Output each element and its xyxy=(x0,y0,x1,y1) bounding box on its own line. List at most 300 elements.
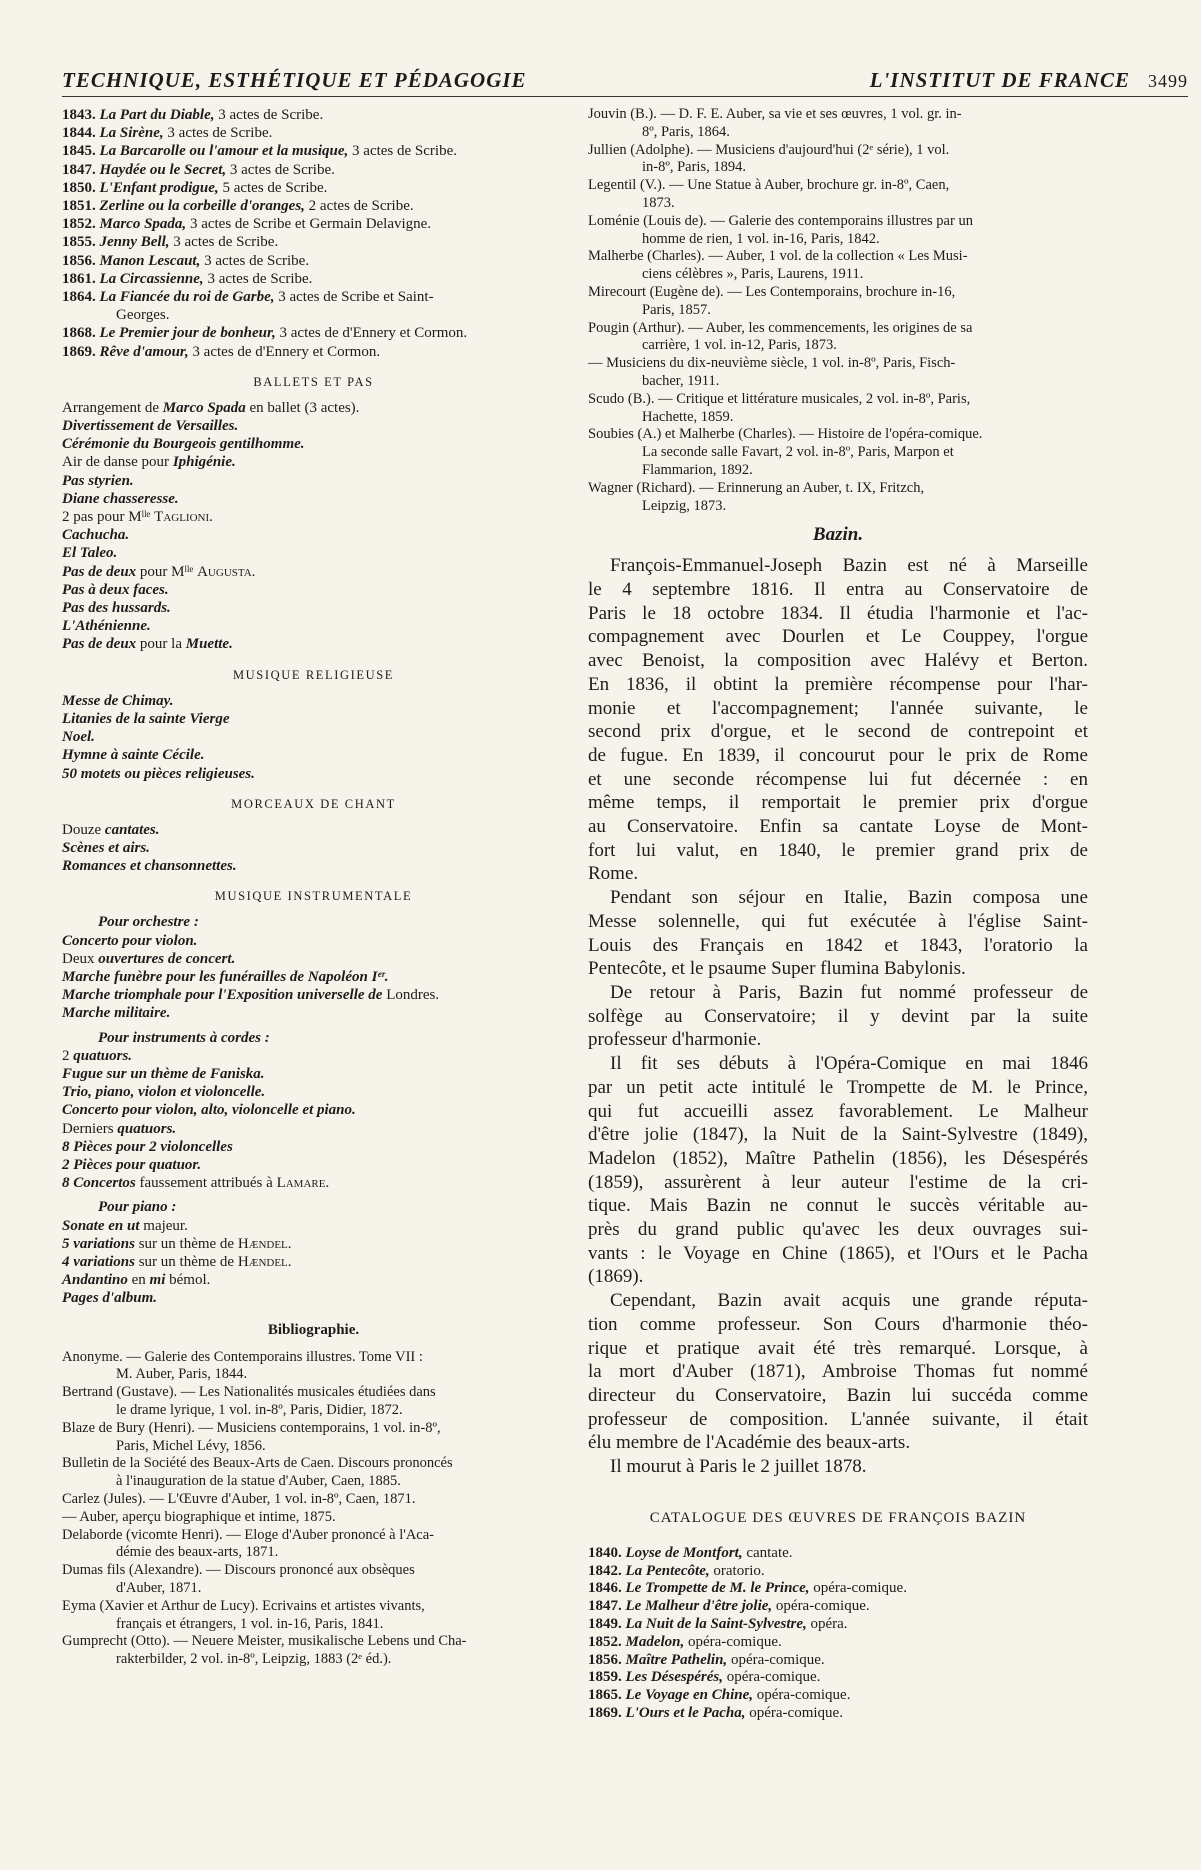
left-column xyxy=(62,106,565,1669)
item-title: Fugue sur un thème de xyxy=(62,1065,207,1082)
item-suffix: Londres. xyxy=(382,987,440,1004)
opera-year: 1843. xyxy=(62,107,100,123)
bib-first-line: Delaborde (vicomte Henri). — Eloge d'Auber prononcé à l'Aca- xyxy=(62,1526,435,1543)
catalogue-genre: opéra-comique. xyxy=(745,1704,843,1721)
item-title: L'Athénienne. xyxy=(62,618,151,635)
item-name: Augusta. xyxy=(197,563,256,580)
biography-line: compagnement avec Dourlen et Le Couppey, l'orgue xyxy=(588,626,1088,648)
item-title: El Taleo. xyxy=(62,545,118,562)
orchestra-item xyxy=(62,1004,565,1022)
bibliography-entry xyxy=(588,248,1088,284)
section-heading-chant: MORCEAUX DE CHANT xyxy=(231,796,396,811)
catalogue-title: Le Malheur d'être jolie, xyxy=(625,1598,773,1615)
biography-line: professeur d'harmonie. xyxy=(588,1029,762,1051)
item-title-2: Faniska. xyxy=(209,1065,265,1082)
strings-item xyxy=(62,1120,565,1138)
bibliography-entry xyxy=(588,213,1088,249)
opera-details: Georges. xyxy=(116,307,170,324)
bibliography-entry xyxy=(588,320,1088,356)
bib-continuation: in-8º, Paris, 1894. xyxy=(642,159,746,176)
biography-line: même temps, il remportait le premier prix d'orgue xyxy=(588,792,1088,814)
item-title: Pas des hussards. xyxy=(62,600,171,617)
item-title: 50 motets ou pièces religieuses. xyxy=(62,765,255,782)
opera-entry xyxy=(62,179,565,197)
biography-line: En 1836, il obtint la première récompense pour l'har- xyxy=(588,673,1088,695)
catalogue-entry xyxy=(588,1563,1088,1581)
catalogue-entry xyxy=(588,1652,1088,1670)
piano-item xyxy=(62,1217,565,1235)
item-title: Cachucha. xyxy=(62,527,130,544)
ballet-item xyxy=(62,617,565,635)
catalogue-entry xyxy=(588,1687,1088,1705)
catalogue-title: Madelon, xyxy=(625,1633,685,1650)
bib-first-line: Jullien (Adolphe). — Musiciens d'aujourd'hui (2ᵉ série), 1 vol. xyxy=(588,141,950,158)
item-prefix: Derniers xyxy=(62,1120,118,1137)
opera-details: 2 actes de Scribe. xyxy=(304,198,414,215)
running-header xyxy=(62,66,1188,97)
item-title: Pas de deux xyxy=(62,636,137,653)
opera-entry xyxy=(62,233,565,251)
opera-year: 1844. xyxy=(62,125,100,142)
catalogue-title: La Nuit de la Saint-Sylvestre, xyxy=(625,1615,807,1632)
catalogue-genre: opéra-comique. xyxy=(753,1687,851,1704)
strings-item xyxy=(62,1174,565,1192)
opera-entry xyxy=(62,215,565,233)
catalogue-year: 1852. xyxy=(588,1633,626,1650)
opera-title: Manon Lescaut, xyxy=(99,252,201,269)
bib-continuation: M. Auber, Paris, 1844. xyxy=(116,1366,248,1383)
bib-continuation: français et étrangers, 1 vol. in-16, Paris, 1841. xyxy=(116,1615,384,1632)
opera-entry xyxy=(62,197,565,215)
biography-line: la mort d'Auber (1871), Ambroise Thomas fut nommé xyxy=(588,1361,1088,1383)
ballet-item xyxy=(62,563,565,581)
item-title: Cérémonie du Bourgeois gentilhomme. xyxy=(62,436,305,453)
biography-line: François-Emmanuel-Joseph Bazin est né à Marseille xyxy=(610,555,1088,577)
bib-first-line: Eyma (Xavier et Arthur de Lucy). Ecrivains et artistes vivants, xyxy=(62,1597,425,1614)
bib-continuation: Paris, 1857. xyxy=(642,301,711,318)
catalogue-title: La Pentecôte, xyxy=(625,1562,710,1579)
item-suffix: sur un thème de xyxy=(134,1253,238,1270)
catalogue-entry xyxy=(588,1705,1088,1723)
strings-item xyxy=(62,1065,565,1083)
opera-title: La Sirène, xyxy=(99,125,164,142)
item-title: Divertissement de Versailles. xyxy=(62,418,239,435)
opera-year: 1855. xyxy=(62,234,100,251)
catalogue-title: Le Trompette de M. le Prince, xyxy=(625,1580,810,1597)
item-title: Diane chasseresse. xyxy=(62,490,179,507)
opera-entry xyxy=(62,161,565,179)
piano-item xyxy=(62,1235,565,1253)
item-suffix: pour la xyxy=(136,636,186,653)
opera-year: 1852. xyxy=(62,216,100,233)
biography-line: Il mourut à Paris le 2 juillet 1878. xyxy=(610,1456,867,1478)
opera-entry xyxy=(62,324,565,342)
item-title: Messe de Chimay. xyxy=(62,692,174,709)
opera-details: 3 actes de Scribe. xyxy=(214,107,324,123)
bibliography-heading: Bibliographie. xyxy=(267,1321,360,1338)
ballet-item xyxy=(62,417,565,435)
item-name: Lamare. xyxy=(276,1175,330,1192)
item-title: Pas styrien. xyxy=(62,472,134,489)
bib-first-line: Mirecourt (Eugène de). — Les Contemporains, brochure in-16, xyxy=(588,283,956,300)
opera-details: 3 actes de Scribe. xyxy=(163,125,273,142)
opera-entry xyxy=(62,306,565,324)
biography-line: au Conservatoire. Enfin sa cantate Loyse de Mont- xyxy=(588,816,1088,838)
item-title: Marche triomphale pour l'Exposition universelle de xyxy=(62,987,383,1004)
bib-first-line: — Musiciens du dix-neuvième siècle, 1 vol. in-8º, Paris, Fisch- xyxy=(588,355,956,372)
catalogue-entry xyxy=(588,1616,1088,1634)
biography-line: second prix d'orgue, et le second de contrepoint et xyxy=(588,721,1088,743)
bib-first-line: Bulletin de la Société des Beaux-Arts de Caen. Discours prononcés xyxy=(62,1455,453,1472)
biography-line: près du grand public qu'avec les deux ouvrages sui- xyxy=(588,1219,1088,1241)
bib-first-line: Legentil (V.). — Une Statue à Auber, brochure gr. in-8º, Caen, xyxy=(588,177,950,194)
opera-year: 1868. xyxy=(62,325,100,342)
ballet-item xyxy=(62,581,565,599)
catalogue-genre: opéra-comique. xyxy=(722,1669,821,1686)
song-item xyxy=(62,821,565,839)
bibliography-entry xyxy=(62,1527,565,1563)
biography-line: professeur de composition. L'année suivante, il était xyxy=(588,1408,1088,1430)
item-name: Taglioni. xyxy=(154,509,213,526)
item-title-2: mi xyxy=(149,1272,166,1289)
catalogue-genre: opéra-comique. xyxy=(772,1598,870,1615)
catalogue-entry xyxy=(588,1580,1088,1598)
biography-line: tion comme professeur. Son Cours d'harmonie théo- xyxy=(588,1313,1088,1335)
biography-line: Madelon (1852), Maître Pathelin (1856), les Désespérés xyxy=(588,1147,1088,1169)
item-suffix: en ballet (3 actes). xyxy=(245,399,360,416)
bib-continuation: Flammarion, 1892. xyxy=(642,461,753,478)
religious-item xyxy=(62,728,565,746)
bib-first-line: Gumprecht (Otto). — Neuere Meister, musikalische Lebens und Cha- xyxy=(62,1633,467,1650)
bib-first-line: Malherbe (Charles). — Auber, 1 vol. de la collection « Les Musi- xyxy=(588,248,968,265)
item-title: Marche funèbre pour les funérailles de Napoléon Iᵉʳ. xyxy=(62,968,389,985)
biography-line: monie et l'accompagnement; l'année suivante, le xyxy=(588,697,1088,719)
catalogue-genre: opéra. xyxy=(806,1615,848,1632)
section-heading-ballets: BALLETS ET PAS xyxy=(253,374,374,389)
ballet-item xyxy=(62,508,565,526)
item-title: Concerto pour violon, alto, violoncelle et piano. xyxy=(62,1102,356,1119)
item-prefix: 2 xyxy=(62,1047,74,1064)
bib-continuation: carrière, 1 vol. in-12, Paris, 1873. xyxy=(642,337,837,354)
religious-item xyxy=(62,765,565,783)
biography-line: de fugue. En 1839, il concourut pour le prix de Rome xyxy=(588,744,1088,766)
opera-details: 3 actes de d'Ennery et Cormon. xyxy=(188,343,381,360)
bib-first-line: Scudo (B.). — Critique et littérature musicales, 2 vol. in-8º, Paris, xyxy=(588,390,971,407)
religious-item xyxy=(62,710,565,728)
bib-continuation: démie des beaux-arts, 1871. xyxy=(116,1544,279,1561)
bibliography-entry xyxy=(62,1455,565,1491)
bib-continuation: bacher, 1911. xyxy=(642,372,720,389)
header-right-title xyxy=(870,68,1188,93)
item-name: Hændel. xyxy=(237,1253,292,1270)
opera-title: Rêve d'amour, xyxy=(99,343,189,360)
orchestra-item xyxy=(62,950,565,968)
bibliography-entry xyxy=(62,1491,565,1509)
catalogue-genre: opéra-comique. xyxy=(684,1633,782,1650)
bib-first-line: Loménie (Louis de). — Galerie des contemporains illustres par un xyxy=(588,212,973,229)
opera-title: Jenny Bell, xyxy=(99,234,170,251)
catalogue-year: 1846. xyxy=(588,1580,626,1597)
item-title: Hymne à sainte Cécile. xyxy=(62,747,205,764)
opera-details: 3 actes de Scribe. xyxy=(226,161,335,178)
bib-first-line: Jouvin (B.). — D. F. E. Auber, sa vie et ses œuvres, 1 vol. gr. in- xyxy=(588,106,962,122)
opera-details: 3 actes de Scribe et Saint- xyxy=(274,289,434,306)
song-item xyxy=(62,839,565,857)
piano-item xyxy=(62,1271,565,1289)
bibliography-entry xyxy=(62,1562,565,1598)
subheading-piano: Pour piano : xyxy=(98,1199,177,1216)
item-suffix: en xyxy=(127,1272,150,1289)
opera-title: La Part du Diable, xyxy=(99,107,215,123)
orchestra-item xyxy=(62,968,565,986)
item-title: Sonate en ut xyxy=(62,1217,140,1234)
bibliography-entry xyxy=(588,480,1088,516)
bibliography-entry xyxy=(588,426,1088,479)
opera-title: Marco Spada, xyxy=(99,216,187,233)
bibliography-entry xyxy=(588,284,1088,320)
opera-year: 1851. xyxy=(62,198,100,215)
item-name: Hændel. xyxy=(237,1235,292,1252)
item-title: cantates. xyxy=(104,821,160,838)
opera-details: 3 actes de Scribe. xyxy=(348,143,457,160)
bib-continuation: ciens célèbres », Paris, Laurens, 1911. xyxy=(642,266,864,283)
item-prefix: Air de danse pour xyxy=(62,454,173,471)
catalogue-entry xyxy=(588,1545,1088,1563)
opera-title: Le Premier jour de bonheur, xyxy=(99,325,276,342)
subheading-cordes: Pour instruments à cordes : xyxy=(98,1029,270,1046)
biography-line: tique. Mais Bazin ne connut le succès véritable au- xyxy=(588,1195,1088,1217)
item-title: 5 variations xyxy=(62,1235,135,1252)
right-column xyxy=(588,106,1088,1723)
piano-item xyxy=(62,1253,565,1271)
catalogue-year: 1842. xyxy=(588,1562,626,1579)
catalogue-year: 1847. xyxy=(588,1598,626,1615)
ballet-item xyxy=(62,526,565,544)
item-title: ouvertures de concert. xyxy=(98,950,236,967)
biography-line: d'être jolie (1847), la Nuit de la Saint-Sylvestre (1849), xyxy=(588,1124,1088,1146)
bibliography-entry xyxy=(62,1598,565,1634)
bibliography-entry xyxy=(588,355,1088,391)
biography-line: le 4 septembre 1816. Il entra au Conservatoire de xyxy=(588,579,1088,601)
section-heading-instrumentale: MUSIQUE INSTRUMENTALE xyxy=(214,889,413,904)
opera-entry xyxy=(62,343,565,361)
bib-first-line: Bertrand (Gustave). — Les Nationalités musicales étudiées dans xyxy=(62,1384,436,1401)
ballet-item xyxy=(62,599,565,617)
opera-entry xyxy=(62,252,565,270)
bib-continuation: Hachette, 1859. xyxy=(642,408,734,425)
bibliography-entry xyxy=(588,142,1088,178)
bib-continuation: le drame lyrique, 1 vol. in-8º, Paris, Didier, 1872. xyxy=(116,1401,403,1418)
catalogue-year: 1869. xyxy=(588,1704,626,1721)
biography-line: De retour à Paris, Bazin fut nommé professeur de xyxy=(610,981,1088,1003)
opera-title: Zerline ou la corbeille d'oranges, xyxy=(99,198,305,215)
bib-first-line: Soubies (A.) et Malherbe (Charles). — Histoire de l'opéra-comique. xyxy=(588,426,983,443)
section-heading-religieuse: MUSIQUE RELIGIEUSE xyxy=(232,667,395,682)
item-prefix: Arrangement de xyxy=(62,399,163,416)
biography-line: Messe solennelle, qui fut exécutée à l'église Saint- xyxy=(588,910,1088,932)
opera-year: 1869. xyxy=(62,343,100,360)
bib-continuation: homme de rien, 1 vol. in-16, Paris, 1842. xyxy=(642,230,880,247)
item-suffix: majeur. xyxy=(139,1217,188,1234)
item-title: Noel. xyxy=(62,729,95,746)
biography-line: qui fut accueilli assez favorablement. Le Malheur xyxy=(588,1100,1088,1122)
biography-line: Pendant son séjour en Italie, Bazin composa une xyxy=(610,887,1088,909)
strings-item xyxy=(62,1047,565,1065)
catalogue-year: 1840. xyxy=(588,1544,626,1561)
subheading-orchestre: Pour orchestre : xyxy=(98,914,199,931)
ballet-item xyxy=(62,435,565,453)
bib-continuation: La seconde salle Favart, 2 vol. in-8º, Paris, Marpon et xyxy=(642,444,954,461)
biography-line: Pentecôte, et le psaume Super flumina Babylonis. xyxy=(588,958,966,980)
item-title-2: Muette. xyxy=(185,636,233,653)
opera-year: 1861. xyxy=(62,270,100,287)
item-title: 2 Pièces pour quatuor. xyxy=(62,1156,202,1173)
opera-title: L'Enfant prodigue, xyxy=(99,179,219,196)
opera-details: 3 actes de Scribe. xyxy=(203,270,313,287)
bib-continuation: rakterbilder, 2 vol. in-8º, Leipzig, 1883 (2ᵉ éd.). xyxy=(116,1651,392,1668)
bibliography-entry xyxy=(62,1349,565,1385)
item-title: Andantino xyxy=(62,1272,128,1289)
bazin-heading: Bazin. xyxy=(812,524,864,546)
biography-line: par un petit acte intitulé le Trompette de M. le Prince, xyxy=(588,1076,1088,1098)
catalogue-title: Loyse de Montfort, xyxy=(625,1544,743,1561)
biography-line: élu membre de l'Académie des beaux-arts. xyxy=(588,1432,911,1454)
bib-first-line: Carlez (Jules). — L'Œuvre d'Auber, 1 vol. in-8º, Caen, 1871. xyxy=(62,1490,416,1507)
catalogue-genre: oratorio. xyxy=(709,1562,765,1579)
opera-details: 3 actes de Scribe. xyxy=(169,234,279,251)
opera-title: La Fiancée du roi de Garbe, xyxy=(99,289,275,306)
item-title: quatuors. xyxy=(117,1120,177,1137)
catalogue-title: Le Voyage en Chine, xyxy=(625,1687,753,1704)
opera-entry xyxy=(62,124,565,142)
biography-line: solfège au Conservatoire; il y devint par la suite xyxy=(588,1005,1088,1027)
biography-line: Louis des Français en 1842 et 1843, l'oratorio la xyxy=(588,934,1088,956)
bib-continuation: 1873. xyxy=(642,194,675,211)
item-prefix: Douze xyxy=(62,821,105,838)
opera-year: 1847. xyxy=(62,161,100,178)
bibliography-entry xyxy=(62,1633,565,1669)
page-number: 3499 xyxy=(1148,71,1188,91)
catalogue-genre: cantate. xyxy=(742,1544,793,1561)
opera-details: 5 actes de Scribe. xyxy=(218,179,328,196)
bib-continuation: d'Auber, 1871. xyxy=(116,1579,202,1596)
catalogue-year: 1859. xyxy=(588,1669,626,1686)
catalogue-title: Les Désespérés, xyxy=(625,1669,723,1686)
song-item xyxy=(62,857,565,875)
catalogue-genre: opéra-comique. xyxy=(809,1580,907,1597)
item-title: 8 Pièces pour 2 violoncelles xyxy=(62,1138,233,1155)
opera-title: La Circassienne, xyxy=(99,270,204,287)
item-title: Marco Spada xyxy=(162,399,246,416)
opera-year: 1864. xyxy=(62,289,100,306)
header-left-title: TECHNIQUE, ESTHÉTIQUE ET PÉDAGOGIE xyxy=(62,68,527,92)
item-title: 4 variations xyxy=(62,1253,135,1270)
item-suffix-2: bémol. xyxy=(165,1272,211,1289)
bib-continuation: Leipzig, 1873. xyxy=(642,497,727,514)
ballet-item xyxy=(62,453,565,471)
catalogue-year: 1849. xyxy=(588,1615,626,1632)
ballet-item xyxy=(62,472,565,490)
catalogue-genre: opéra-comique. xyxy=(727,1651,825,1668)
bib-continuation: à l'inauguration de la statue d'Auber, Caen, 1885. xyxy=(116,1473,401,1490)
item-title: Marche militaire. xyxy=(62,1005,171,1022)
opera-title: Haydée ou le Secret, xyxy=(99,161,227,178)
strings-item xyxy=(62,1101,565,1119)
biography-line: Paris le 18 octobre 1834. Il étudia l'harmonie et l'ac- xyxy=(588,602,1088,624)
biography-line: rique et pratique avait été très remarqué. Lorsque, à xyxy=(588,1337,1088,1359)
opera-entry xyxy=(62,270,565,288)
item-title: quatuors. xyxy=(73,1047,133,1064)
item-title: Scènes et airs. xyxy=(62,839,150,856)
orchestra-item xyxy=(62,986,565,1004)
bib-first-line: Dumas fils (Alexandre). — Discours prononcé aux obsèques xyxy=(62,1562,415,1579)
bibliography-entry xyxy=(62,1384,565,1420)
ballet-item xyxy=(62,490,565,508)
strings-item xyxy=(62,1156,565,1174)
item-title: 8 Concertos xyxy=(62,1175,136,1192)
piano-item xyxy=(62,1289,565,1307)
opera-details: 3 actes de Scribe et Germain Delavigne. xyxy=(186,216,432,233)
bibliography-entry xyxy=(588,391,1088,427)
bib-first-line: Blaze de Bury (Henri). — Musiciens contemporains, 1 vol. in-8º, xyxy=(62,1419,441,1436)
biography-line: (1859), assurèrent à leur auteur l'estime de la cri- xyxy=(588,1171,1088,1193)
biography-line: (1869). xyxy=(588,1266,644,1288)
ballet-item xyxy=(62,635,565,653)
item-title: Pages d'album. xyxy=(62,1290,158,1307)
orchestra-item xyxy=(62,932,565,950)
bib-first-line: Anonyme. — Galerie des Contemporains illustres. Tome VII : xyxy=(62,1348,423,1365)
bib-continuation: Paris, Michel Lévy, 1856. xyxy=(116,1437,266,1454)
strings-item xyxy=(62,1138,565,1156)
item-title: Trio, piano, violon et violoncelle. xyxy=(62,1084,266,1101)
item-suffix: faussement attribués à xyxy=(135,1175,277,1192)
catalogue-heading: CATALOGUE DES ŒUVRES DE FRANÇOIS BAZIN xyxy=(649,1509,1027,1526)
bazin-biography xyxy=(588,554,1088,1478)
opera-year: 1850. xyxy=(62,179,100,196)
bibliography-entry xyxy=(588,177,1088,213)
ballet-item xyxy=(62,544,565,562)
bib-first-line: Wagner (Richard). — Erinnerung an Auber, t. IX, Fritzch, xyxy=(588,479,925,496)
catalogue-entry xyxy=(588,1634,1088,1652)
biography-line: avec Benoist, la composition avec Halévy et Berton. xyxy=(588,650,1088,672)
bib-first-line: — Auber, aperçu biographique et intime, 1875. xyxy=(62,1508,336,1525)
opera-entry xyxy=(62,288,565,306)
religious-item xyxy=(62,746,565,764)
religious-item xyxy=(62,692,565,710)
header-right-text: L'INSTITUT DE FRANCE xyxy=(869,68,1130,92)
item-prefix: Deux xyxy=(62,950,99,967)
item-suffix: sur un thème de xyxy=(134,1235,238,1252)
opera-entry xyxy=(62,142,565,160)
opera-details: 3 actes de Scribe. xyxy=(200,252,310,269)
catalogue-title: L'Ours et le Pacha, xyxy=(625,1704,746,1721)
opera-details: 3 actes de d'Ennery et Cormon. xyxy=(275,325,468,342)
item-suffix: pour Mˡˡᵉ xyxy=(136,563,198,580)
biography-line: et une seconde récompense lui fut décernée : en xyxy=(588,768,1088,790)
bibliography-entry xyxy=(62,1420,565,1456)
item-title: Romances et chansonnettes. xyxy=(62,858,237,875)
biography-line: Il fit ses débuts à l'Opéra-Comique en mai 1846 xyxy=(610,1053,1088,1075)
item-title: Pas de deux xyxy=(62,563,137,580)
biography-line: Cependant, Bazin avait acquis une grande réputa- xyxy=(610,1290,1088,1312)
catalogue-title: Maître Pathelin, xyxy=(625,1651,728,1668)
opera-year: 1856. xyxy=(62,252,100,269)
opera-entry xyxy=(62,106,565,124)
bib-continuation: 8º, Paris, 1864. xyxy=(642,123,730,140)
item-title: Pas à deux faces. xyxy=(62,581,169,598)
catalogue-entry xyxy=(588,1669,1088,1687)
item-prefix: 2 pas pour Mˡˡᵉ xyxy=(62,509,155,526)
